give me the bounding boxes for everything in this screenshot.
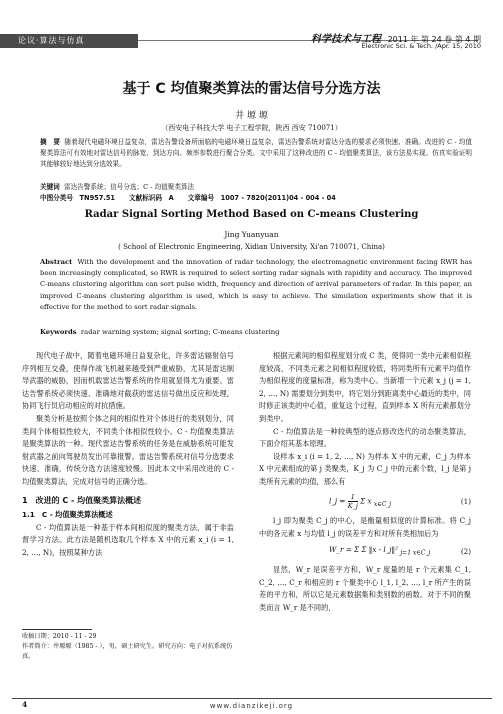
keywords-en-label: Keywords — [40, 328, 77, 336]
abstract-cn-text: 随着现代电磁环境日益复杂，雷达告警设备所面临的电磁环境日益复杂，雷达告警系统对雷达分选的要求必须快速、准确。改进的 C - 均值聚类算法可有效地对雷达信号的脉宽、到达方向、频率参数进行聚合分类。文中采用了这种改进的 C - 均值聚类算法，该方法易实现。仿真实验证明其能够较好地达到分选效果。 — [40, 138, 472, 168]
equation-lhs: l_j = — [329, 496, 346, 506]
keywords-en — [40, 328, 280, 336]
classification-cn — [40, 192, 336, 202]
body-paragraph: l_j 即为聚类 C_j 的中心，是衡量相似度的计算标准。将 C_j 中的各元素 x 与均值 l_j 的误差平方和对所有类相加后为 — [259, 516, 471, 538]
equation-body — [329, 544, 430, 560]
journal-logo: 科学技术与工程 — [311, 34, 382, 45]
equation-number: (2) — [460, 546, 471, 556]
footer-rule — [12, 698, 492, 699]
affiliation-en: ( School of Electronic Engineering, Xidian University, Xi'an 710071, China) — [118, 243, 385, 251]
footnote — [22, 632, 234, 662]
section-heading: 1 改进的 C - 均值聚类算法概述 — [22, 495, 142, 505]
body-paragraph: C - 均值算法是一种基于样本间相似度的聚类方法，属于非监督学习方法。此方法是随机选取几个样本 X 中的元素 x_i (i = 1, 2, …, N)，按照某种方法 — [22, 522, 234, 557]
body-paragraph: 现代电子战中，随着电磁环境日益复杂化，许多雷达辐射信号序列相互交叠，使得作战飞机越来越受到严重威胁，尤其是雷达制导武器的威胁，因而机载雷达告警系统的作用就显得尤为重要。雷达告警系统必须快速、准确地对截获的雷达信号做出反应和处理，协同飞行员启动相应的对抗措施。 — [22, 351, 234, 411]
fraction-numerator: 1 — [350, 492, 355, 501]
paper-title-en: Radar Signal Sorting Method Based on C-means Clustering — [84, 209, 419, 220]
keywords-cn-label: 关键词 — [40, 183, 60, 191]
author-bio: 作者简介：井塬塬（1985 - ），男，硕士研究生。研究方向：电子对抗系统仿真。 — [22, 643, 233, 660]
section-band: 论议·算法与仿真 — [0, 34, 138, 48]
article-number: 文章编号 1007 - 7820(2011)04 - 004 - 04 — [187, 194, 336, 202]
doc-code: 文献标识码 A — [129, 194, 174, 202]
abstract-en-label: Abstract — [40, 258, 73, 266]
equation-sum: Σ x — [360, 496, 372, 506]
author-cn: 井 塬 塬 — [235, 111, 268, 121]
equation-subscript: j=1 x∈C_j — [400, 549, 431, 557]
subsection-heading: 1.1 C - 均值聚类算法概述 — [22, 510, 113, 520]
footer-website: www.dianzikeji.org — [209, 702, 294, 710]
keywords-cn — [40, 181, 194, 191]
page-number: 4 — [22, 700, 28, 709]
received-date: 收稿日期：2010 - 11 - 29 — [22, 633, 97, 640]
journal-en: Electronic Sci. & Tech. /Apr. 15, 2010 — [361, 42, 481, 50]
equation-fraction — [348, 493, 358, 510]
journal-issue: 2011 年 第 24 卷 第 4 期 — [387, 35, 481, 44]
abstract-cn-label: 摘 要 — [40, 138, 61, 146]
equation-body — [329, 493, 391, 512]
body-paragraph: 显然，W_r 是误差平方和，W_r 度量的是 r 个元素集 C_1, C_2, …, C_r 和相应的 r 个聚类中心 l_1, l_2, …, l_r 所产生的误差的平方和，所以它是元素数据集和类别数的函数。对于不同的聚类而言 W_r 是不同的， — [259, 565, 471, 613]
keywords-en-text: radar warning system; signal sorting; C-means clustering — [80, 328, 280, 336]
footnote-rule — [22, 629, 92, 630]
equation-1 — [259, 493, 471, 512]
equation-subscript: x∈C_j — [373, 500, 392, 508]
body-paragraph: 根据元素间的相似程度划分成 C 类，使得同一类中元素相似程度较高，不同类元素之间相似程度较低，将同类所有元素平均值作为相似程度的度量标准，称为类中心。当新增一个元素 x_j (j = 1, 2, …, N) 需要划分到类中，将它划分到距离类中心最近的类中，同时修正该类的中心值，重复这个过程，直到样本 X 所有元素都划分到类中。 — [259, 351, 471, 423]
equation-sum: Σ Σ ‖x - l_j‖² — [354, 545, 399, 555]
equation-number: (1) — [460, 496, 471, 506]
body-paragraph: C - 均值算法是一种较典型的逐点修改迭代的动态聚类算法，下面介绍其基本原理。 — [259, 426, 471, 449]
body-paragraph: 设样本 x_i (i = 1, 2, …, N) 为样本 X 中的元素，C_j 为样本 X 中元素组成的第 j 类聚类，K_j 为 C_j 中的元素个数，l_j 是第 j 类所有元素的均值，那么有 — [259, 451, 471, 486]
paper-title-cn: 基于 C 均值聚类算法的雷达信号分选方法 — [122, 81, 381, 97]
equation-lhs: W_r = — [329, 545, 352, 555]
body-paragraph: 聚类分析是按照个体之间的相似性对个体进行的类别划分，同类间个体相似性较大，不同类个体相似性较小。C - 均值聚类算法是聚类算法的一种。现代雷达告警系统的任务是在威胁系统可能发射武器之前向驾驶员发出可靠报警。雷达告警系统对信号分选要求快速、准确，传统分选方法速度较慢。因此本文中采用改进的 C - 均值聚类算法，完成对信号的正确分选。 — [22, 413, 234, 486]
affiliation-cn: （西安电子科技大学 电子工程学院，陕西 西安 710071） — [161, 124, 342, 132]
clc-number: 中图分类号 TN957.51 — [40, 194, 116, 202]
abstract-cn — [40, 137, 472, 170]
body-column-right — [259, 350, 471, 615]
body-column-left — [22, 350, 234, 560]
equation-2 — [259, 544, 471, 560]
keywords-cn-text: 雷达告警系统；信号分选；C - 均值聚类算法 — [63, 183, 195, 191]
author-en: Jing Yuanyuan — [224, 230, 279, 239]
abstract-en — [40, 257, 472, 313]
abstract-en-text: With the development and the innovation of radar technology, the electromagnetic environment facing RWR has been increasingly complicated, so RWR is required to select sorting radar signals with rapidity and accuracy. The improved C-means clustering algorithm can sort pulse width, frequency and direction of arrival parameters of radar. In this paper, an improved C-means clustering algorithm is used, which is easy to achieve. The simulation experiments show that it is effective for the method to sort radar signals. — [40, 258, 472, 311]
fraction-denominator: K_j — [347, 501, 358, 510]
